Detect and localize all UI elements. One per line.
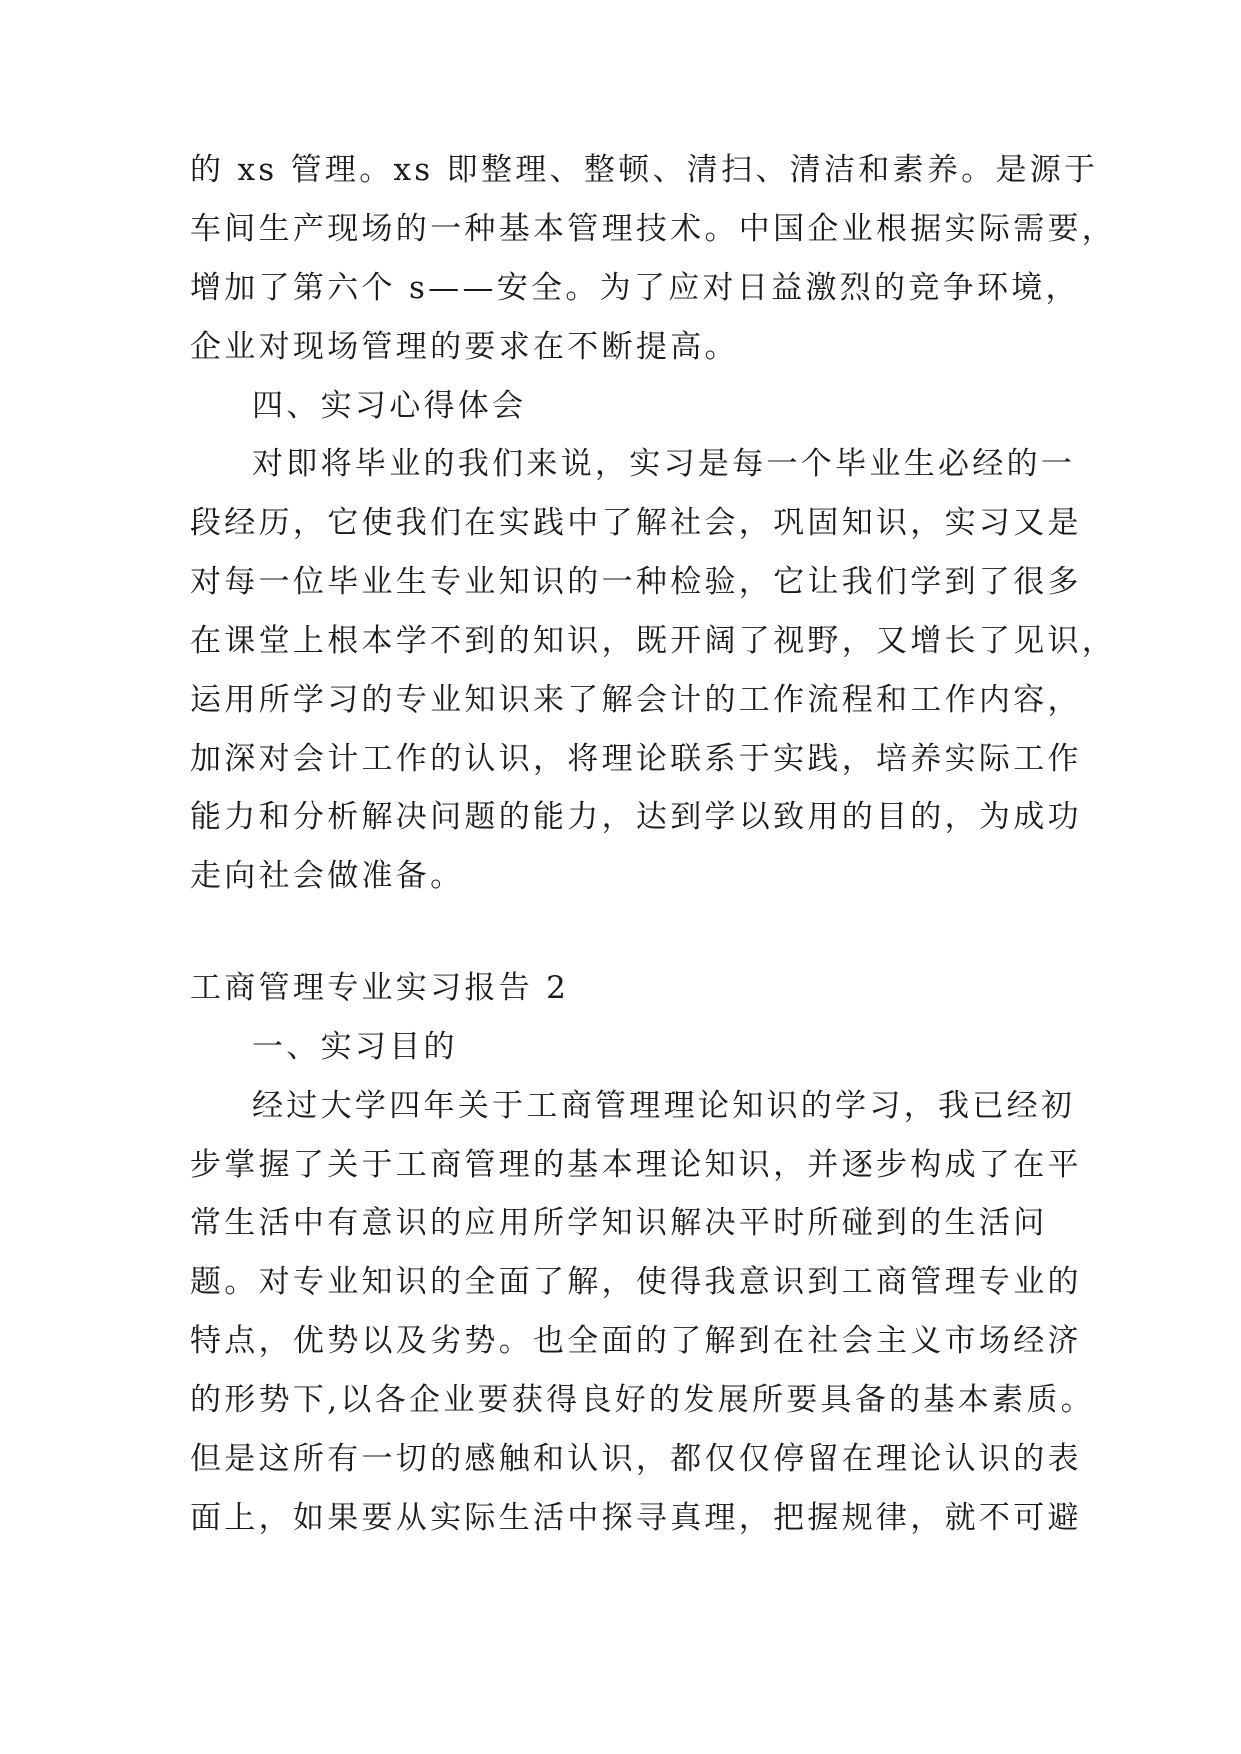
paragraph-line: 增加了第六个 s——安全。为了应对日益激烈的竞争环境， [190,270,1080,306]
paragraph-line: 的 xs 管理。xs 即整理、整顿、清扫、清洁和素养。是源于 [190,152,1099,188]
paragraph-line: 加深对会计工作的认识，将理论联系于实践，培养实际工作 [190,741,1082,777]
paragraph-line: 走向社会做准备。 [190,858,465,894]
section-heading: 一、实习目的 [252,1029,458,1065]
document-title: 工商管理专业实习报告 2 [190,970,570,1006]
paragraph-line: 的形势下,以各企业要获得良好的发展所要具备的基本素质。 [190,1382,1095,1418]
paragraph-line: 常生活中有意识的应用所学知识解决平时所碰到的生活问 [190,1205,1048,1241]
paragraph-line: 段经历，它使我们在实践中了解社会，巩固知识，实习又是 [190,505,1082,541]
section-heading: 四、实习心得体会 [252,388,527,424]
paragraph-line: 但是这所有一切的感触和认识，都仅仅停留在理论认识的表 [190,1441,1082,1477]
paragraph-line: 步掌握了关于工商管理的基本理论知识，并逐步构成了在平 [190,1147,1082,1183]
paragraph-line: 面上，如果要从实际生活中探寻真理，把握规律，就不可避 [190,1500,1082,1536]
paragraph-line: 车间生产现场的一种基本管理技术。中国企业根据实际需要， [190,211,1117,247]
paragraph-line: 特点，优势以及劣势。也全面的了解到在社会主义市场经济 [190,1323,1082,1359]
paragraph-line: 对每一位毕业生专业知识的一种检验，它让我们学到了很多 [190,564,1082,600]
paragraph-line: 题。对专业知识的全面了解，使得我意识到工商管理专业的 [190,1264,1082,1300]
paragraph-line: 能力和分析解决问题的能力，达到学以致用的目的，为成功 [190,799,1082,835]
paragraph-line: 在课堂上根本学不到的知识，既开阔了视野，又增长了见识， [190,623,1117,659]
paragraph-line: 对即将毕业的我们来说，实习是每一个毕业生必经的一 [252,446,1076,482]
paragraph-line: 企业对现场管理的要求在不断提高。 [190,329,739,365]
paragraph-line: 经过大学四年关于工商管理理论知识的学习，我已经初 [252,1088,1076,1124]
paragraph-line: 运用所学习的专业知识来了解会计的工作流程和工作内容， [190,682,1082,718]
